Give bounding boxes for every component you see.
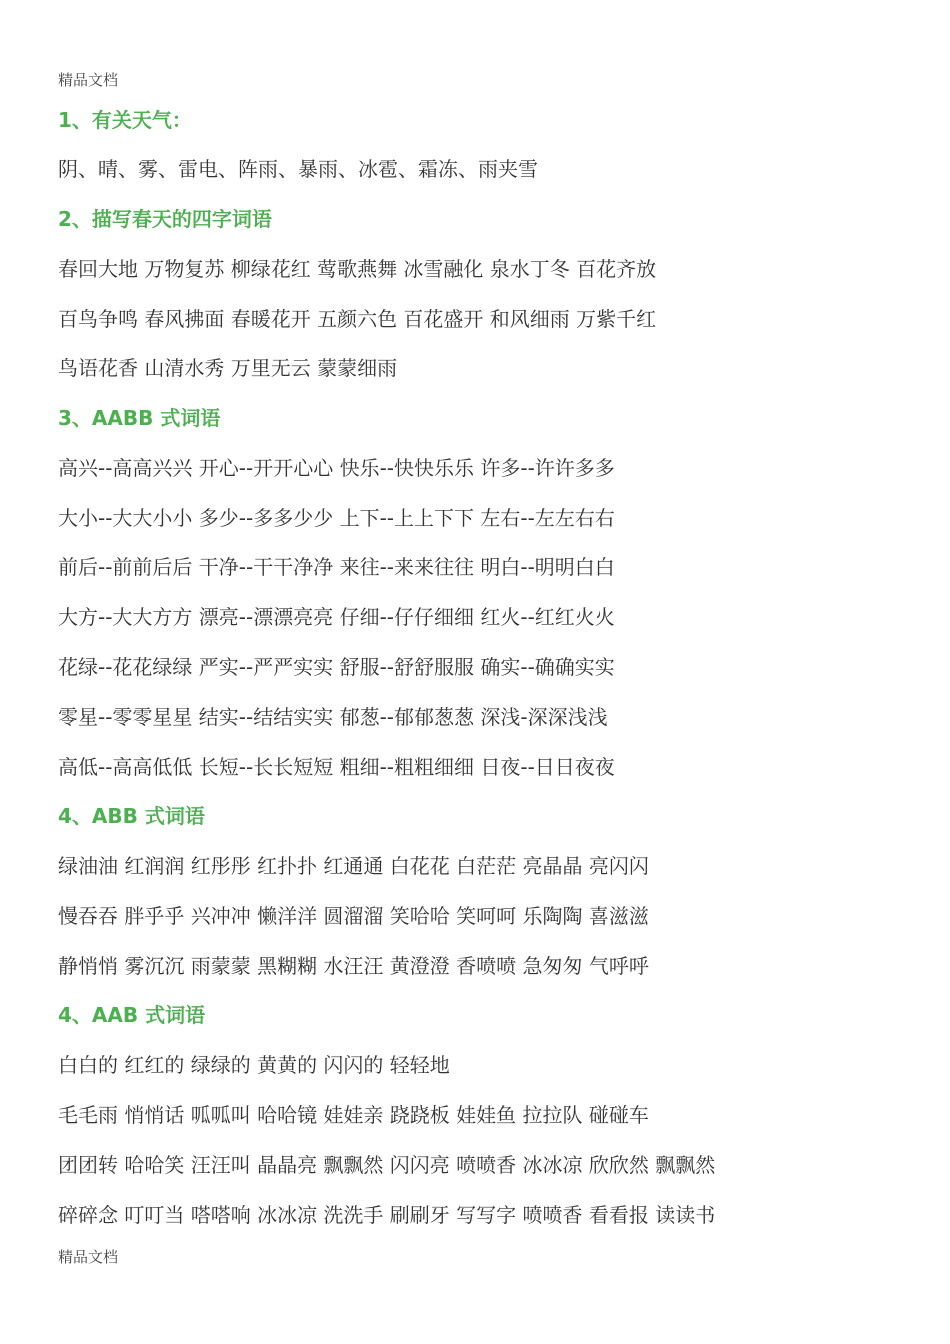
word-line: 前后--前前后后 干净--干干净净 来往--来来往往 明白--明明白白 — [58, 555, 615, 579]
word-line: 阴、晴、雾、雷电、阵雨、暴雨、冰雹、霜冻、雨夹雪 — [58, 157, 538, 181]
word-line: 百鸟争鸣 春风拂面 春暖花开 五颜六色 百花盛开 和风细雨 万紫千红 — [58, 307, 657, 331]
word-line: 毛毛雨 悄悄话 呱呱叫 哈哈镜 娃娃亲 跷跷板 娃娃鱼 拉拉队 碰碰车 — [58, 1103, 649, 1127]
word-line: 高兴--高高兴兴 开心--开开心心 快乐--快快乐乐 许多--许许多多 — [58, 456, 615, 480]
section-heading-spring-idioms: 2、描写春天的四字词语 — [58, 207, 272, 231]
word-line: 零星--零零星星 结实--结结实实 郁葱--郁郁葱葱 深浅-深深浅浅 — [58, 705, 608, 729]
section-heading-aab: 4、AAB 式词语 — [58, 1003, 206, 1027]
word-line: 绿油油 红润润 红彤彤 红扑扑 红通通 白花花 白茫茫 亮晶晶 亮闪闪 — [58, 854, 649, 878]
section-heading-aabb: 3、AABB 式词语 — [58, 406, 221, 430]
word-line: 白白的 红红的 绿绿的 黄黄的 闪闪的 轻轻地 — [58, 1053, 450, 1077]
word-line: 大小--大大小小 多少--多多少少 上下--上上下下 左右--左左右右 — [58, 506, 615, 530]
word-line: 春回大地 万物复苏 柳绿花红 莺歌燕舞 冰雪融化 泉水丁冬 百花齐放 — [58, 257, 657, 281]
word-line: 高低--高高低低 长短--长长短短 粗细--粗粗细细 日夜--日日夜夜 — [58, 755, 615, 779]
section-heading-weather: 1、有关天气： — [58, 108, 192, 132]
word-line: 静悄悄 雾沉沉 雨蒙蒙 黑糊糊 水汪汪 黄澄澄 香喷喷 急匆匆 气呼呼 — [58, 954, 649, 978]
word-line: 鸟语花香 山清水秀 万里无云 蒙蒙细雨 — [58, 356, 398, 380]
page-footer-label: 精品文档 — [58, 1248, 119, 1266]
page-header-label: 精品文档 — [58, 71, 119, 89]
word-line: 碎碎念 叮叮当 嗒嗒响 冰冰凉 洗洗手 刷刷牙 写写字 喷喷香 看看报 读读书 — [58, 1203, 716, 1227]
section-heading-abb: 4、ABB 式词语 — [58, 804, 205, 828]
word-line: 团团转 哈哈笑 汪汪叫 晶晶亮 飘飘然 闪闪亮 喷喷香 冰冰凉 欣欣然 飘飘然 — [58, 1153, 716, 1177]
word-line: 慢吞吞 胖乎乎 兴冲冲 懒洋洋 圆溜溜 笑哈哈 笑呵呵 乐陶陶 喜滋滋 — [58, 904, 649, 928]
word-line: 花绿--花花绿绿 严实--严严实实 舒服--舒舒服服 确实--确确实实 — [58, 655, 615, 679]
word-line: 大方--大大方方 漂亮--漂漂亮亮 仔细--仔仔细细 红火--红红火火 — [58, 605, 615, 629]
